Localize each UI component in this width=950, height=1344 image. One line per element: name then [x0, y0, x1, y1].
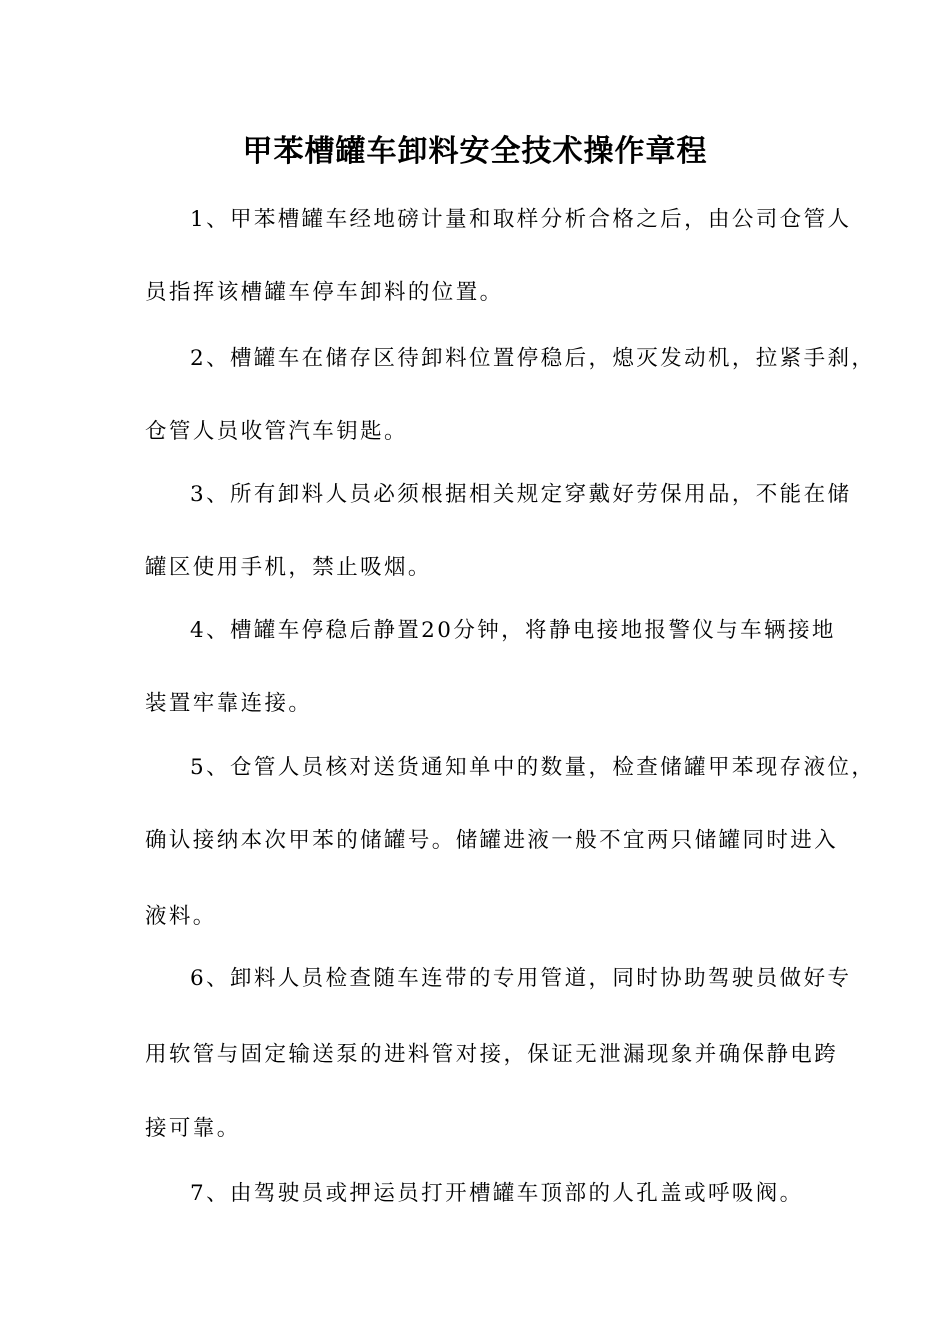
document-title: 甲苯槽罐车卸料安全技术操作章程	[242, 134, 708, 169]
paragraph-6-line-2: 用软管与固定输送泵的进料管对接，保证无泄漏现象并确保静电跨	[145, 1042, 839, 1067]
paragraph-4-line-2: 装置牢靠连接。	[145, 691, 313, 716]
paragraph-1-line-1: 1、甲苯槽罐车经地磅计量和取样分析合格之后，由公司仓管人	[190, 207, 852, 232]
paragraph-2-line-2: 仓管人员收管汽车钥匙。	[145, 419, 408, 444]
paragraph-3-line-2: 罐区使用手机，禁止吸烟。	[145, 555, 432, 580]
paragraph-7-line-1: 7、由驾驶员或押运员打开槽罐车顶部的人孔盖或呼吸阀。	[190, 1181, 804, 1206]
paragraph-1-line-2: 员指挥该槽罐车停车卸料的位置。	[145, 280, 504, 305]
paragraph-6-line-1: 6、卸料人员检查随车连带的专用管道，同时协助驾驶员做好专	[190, 966, 852, 991]
paragraph-6-line-3: 接可靠。	[145, 1116, 241, 1141]
paragraph-2-line-1: 2、槽罐车在储存区待卸料位置停稳后，熄灭发动机，拉紧手刹，	[190, 346, 876, 371]
paragraph-5-line-3: 液料。	[145, 904, 217, 929]
paragraph-3-line-1: 3、所有卸料人员必须根据相关规定穿戴好劳保用品，不能在储	[190, 482, 852, 507]
paragraph-4-line-1: 4、槽罐车停稳后静置20分钟，将静电接地报警仪与车辆接地	[190, 618, 836, 643]
paragraph-5-line-2: 确认接纳本次甲苯的储罐号。储罐进液一般不宜两只储罐同时进入	[145, 828, 839, 853]
paragraph-5-line-1: 5、仓管人员核对送货通知单中的数量，检查储罐甲苯现存液位，	[190, 755, 876, 780]
